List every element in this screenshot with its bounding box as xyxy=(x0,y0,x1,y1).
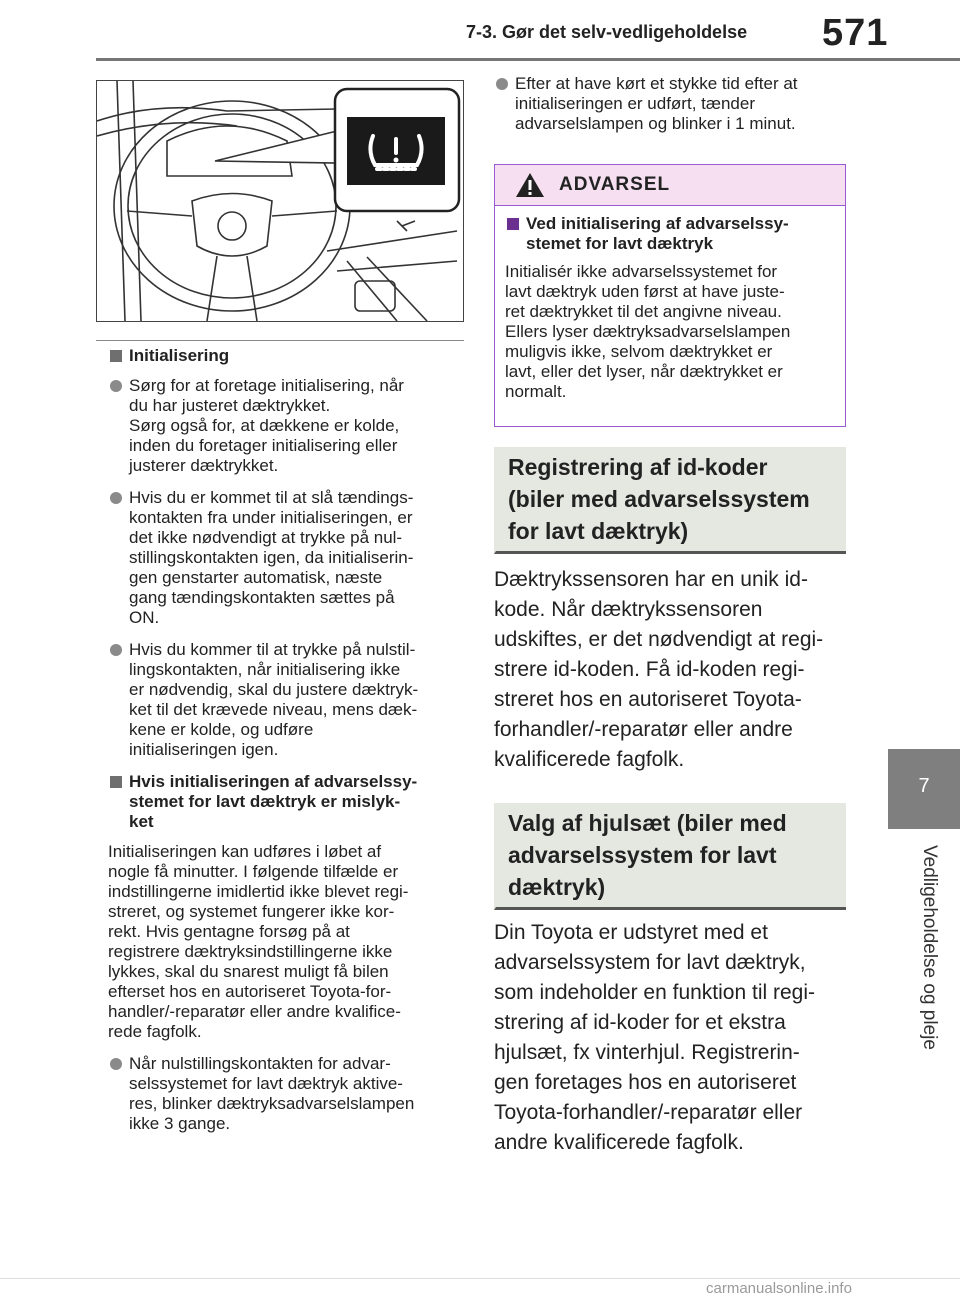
warning-title: ADVARSEL xyxy=(559,174,671,195)
divider xyxy=(96,340,464,341)
subheading-initialisering: Initialisering xyxy=(108,346,464,366)
round-bullet-icon xyxy=(496,78,508,90)
chapter-label: Vedligeholdelse og pleje xyxy=(919,845,940,1050)
chapter-number: 7 xyxy=(918,775,930,797)
warning-box xyxy=(494,164,846,427)
square-bullet-icon xyxy=(507,218,519,230)
subheading-failed-initialization: Hvis initialiseringen af advarselssy- stemet for lavt dæktryk er mislyk- ket xyxy=(108,772,464,832)
warning-header xyxy=(495,165,845,206)
list-item: Sørg for at foretage initialisering, når du har justeret dæktrykket. Sørg også for, at dækkene er kolde, inden du foretager initialisering eller justerer dæktrykket. xyxy=(108,376,464,476)
warning-text: Initialisér ikke advarselssystemet for lavt dæktryk uden først at have juste- ret dæktrykket til det angivne niveau. Ellers lyser dæktryksadvarselslampen muligvis ikke, selvom dæktrykket er lavt, eller det lyser, når dæktrykket er normalt. xyxy=(505,262,791,401)
watermark: carmanualsonline.info xyxy=(706,1280,852,1297)
warning-triangle-icon xyxy=(515,172,545,198)
heading-valg-af-hjulsaet: Valg af hjulsæt (biler med advarselssystem for lavt dæktryk) xyxy=(494,803,846,910)
body-paragraph: Din Toyota er udstyret med et advarselssystem for lavt dæktryk, som indeholder en funktion til regi- strering af id-koder for et ekstra hjulsæt, fx vinterhjul. Registrerin- gen foretages hos en autoriseret Toyota-forhandler/-reparatør eller andre kvalificerede fagfolk. xyxy=(494,921,816,1154)
warning-subheading: Ved initialisering af advarselssy- stemet for lavt dæktryk xyxy=(505,214,835,254)
chapter-tab xyxy=(888,749,960,829)
square-bullet-icon xyxy=(110,350,122,362)
list-item: Når nulstillingskontakten for advar- selssystemet for lavt dæktryk aktive- res, blinker dæktryksadvarselslampen ikke 3 gange. xyxy=(108,1054,464,1134)
header-rule xyxy=(96,58,960,61)
body-paragraph: Dæktrykssensoren har en unik id- kode. Når dæktrykssensoren udskiftes, er det nødvendigt at regi- strere id-koden. Få id-koden regi- streret hos en autoriseret Toyota- forhandler/-reparatør eller andre kvalificerede fagfolk. xyxy=(494,568,824,771)
list-item: Hvis du er kommet til at slå tændings- kontakten fra under initialiseringen, er det ikke nødvendigt at trykke på nul- stillingskontakten igen, da initialiserin- gen genstarter automatisk, næste gang tændingskontakten sættes på ON. xyxy=(108,488,464,628)
left-column xyxy=(108,346,464,1146)
section-title: 7-3. Gør det selv-vedligeholdelse xyxy=(466,22,748,42)
list-item: Efter at have kørt et stykke tid efter at initialiseringen er udført, tænder advarselslampen og blinker i 1 minut. xyxy=(494,74,846,134)
round-bullet-icon xyxy=(110,492,122,504)
round-bullet-icon xyxy=(110,380,122,392)
footer-rule xyxy=(0,1278,960,1279)
steering-wheel-illustration xyxy=(97,81,463,321)
list-item: Hvis du kommer til at trykke på nulstil- lingskontakten, når initialisering ikke er nødvendig, skal du justere dæktryk- ket til det krævede niveau, mens dæk- kene er kolde, og udføre initialiseringen igen. xyxy=(108,640,464,760)
heading-registrering: Registrering af id-koder (biler med advarselssystem for lavt dæktryk) xyxy=(494,447,846,554)
square-bullet-icon xyxy=(110,776,122,788)
round-bullet-icon xyxy=(110,644,122,656)
page-number: 571 xyxy=(822,12,889,54)
dashboard-illustration xyxy=(96,80,464,322)
right-column-top xyxy=(494,74,846,146)
round-bullet-icon xyxy=(110,1058,122,1070)
body-paragraph: Initialiseringen kan udføres i løbet af nogle få minutter. I følgende tilfælde er indstillingerne imidlertid ikke blevet regi- streret, og systemet fungerer ikke kor- rekt. Hvis gentagne forsøg på at registrere dæktryksindstillingerne ikke lykkes, skal du snarest muligt få bilen efterset hos en autoriseret Toyota-for- handler/-reparatør eller andre kvalifice- rede fagfolk. xyxy=(108,842,409,1041)
